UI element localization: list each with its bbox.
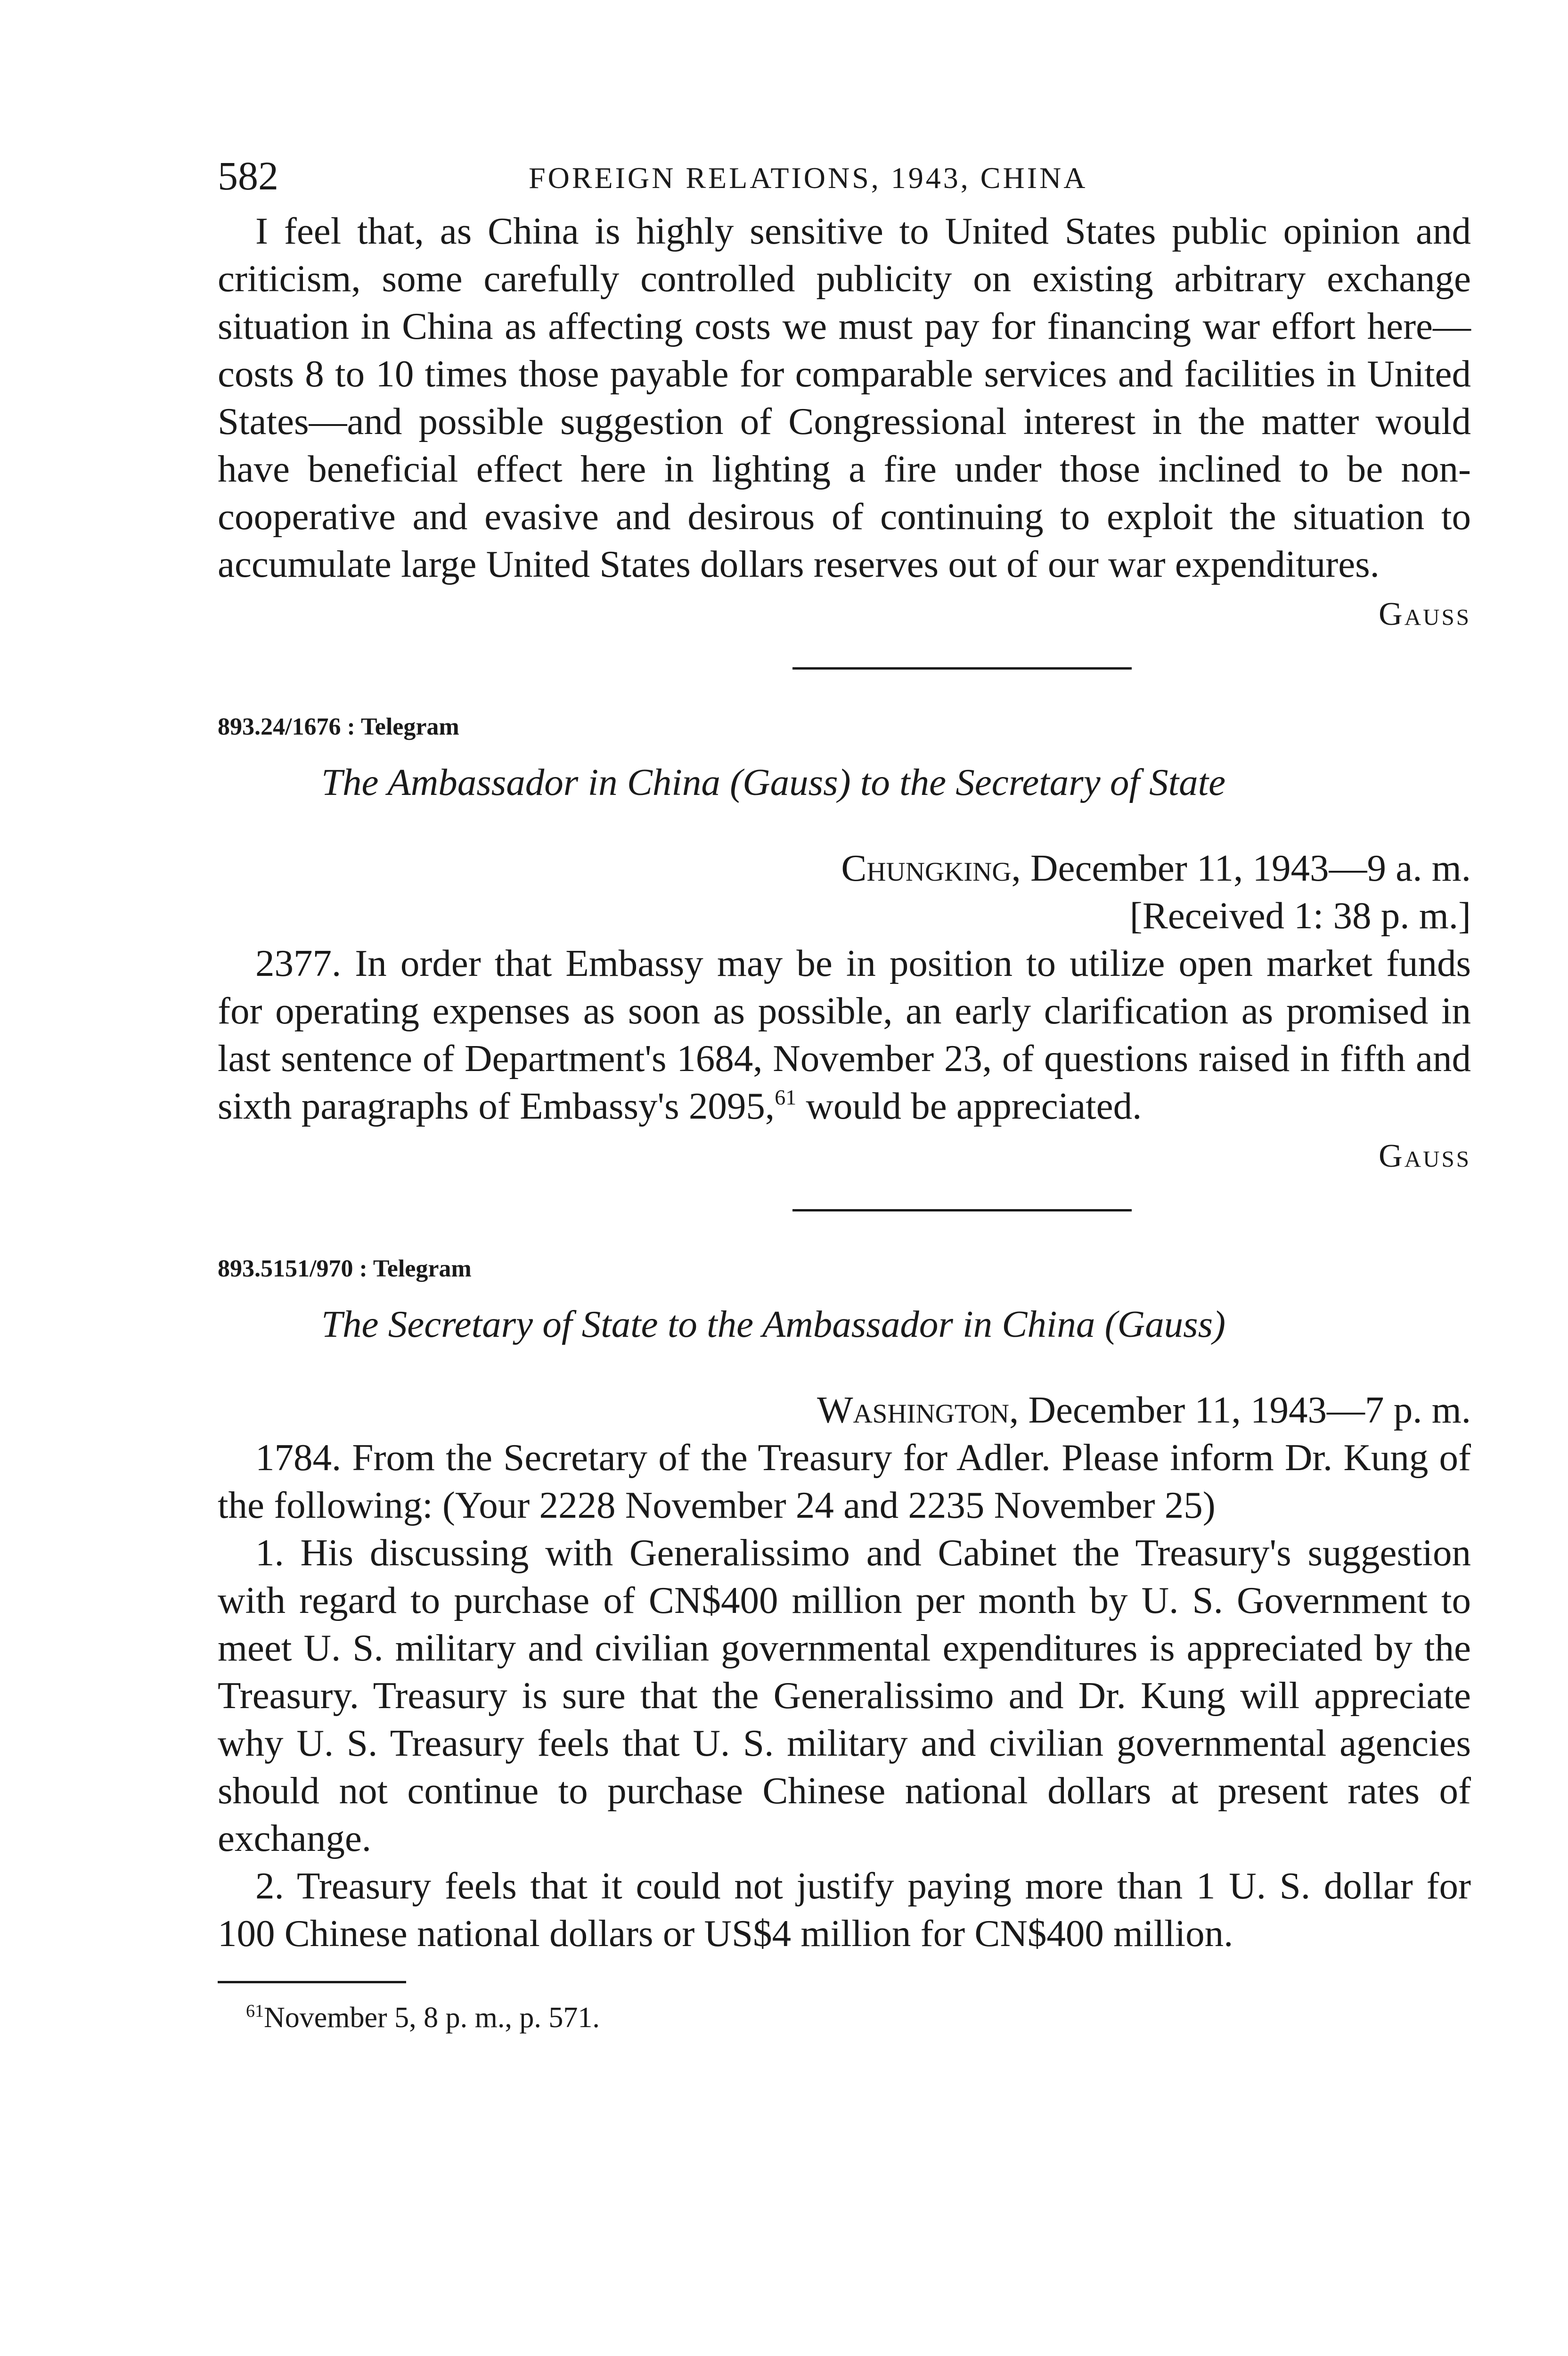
page-header bbox=[218, 155, 1471, 207]
footnote-divider bbox=[218, 1981, 406, 1983]
signature-gauss-2: Gauss bbox=[1379, 1138, 1471, 1174]
telegram-paragraph: 1. His discussing with Generalissimo and Cabinet the Treasury's suggestion with regard to purchase of CN$400 million per month by U. S. Government to meet U. S. military and civilian governmental expenditures is appreciated by the Treasury. Treasury is sure that the Generalissimo and Dr. Kung will appreciate why U. S. Treasury feels that U. S. military and civilian governmental agencies should not continue to purchase Chinese national dollars at present rates of exchange. bbox=[218, 1531, 1471, 1859]
dateline bbox=[218, 844, 1471, 892]
dateline-date: December 11, 1943—7 p. m. bbox=[1028, 1389, 1471, 1431]
document-title: The Secretary of State to the Ambassador in China (Gauss) bbox=[321, 1303, 1226, 1345]
file-reference: 893.5151/970 : Telegram bbox=[218, 1255, 472, 1282]
document-title: The Ambassador in China (Gauss) to the Secretary of State bbox=[321, 761, 1226, 803]
opening-paragraph: I feel that, as China is highly sensitive to United States public opinion and criticism, some carefully controlled publicity on existing arbitrary exchange situation in China as affecting costs we must pay for financing war effort here—costs 8 to 10 times those payable for comparable services and facilities in United States—and possible suggestion of Congressional interest in the matter would have beneficial effect here in lighting a fire under those inclined to be non-cooperative and evasive and desirous of continuing to exploit the situation to accumulate large United States dollars reserves out of our war expenditures. bbox=[218, 210, 1471, 585]
dateline-date: December 11, 1943—9 a. m. bbox=[1030, 847, 1471, 889]
page-number: 582 bbox=[218, 153, 278, 198]
dateline-place: Washington, bbox=[817, 1389, 1019, 1431]
footnote-marker: 61 bbox=[775, 1085, 797, 1109]
footnote-text: November 5, 8 p. m., p. 571. bbox=[264, 2002, 600, 2034]
document-page bbox=[218, 155, 1471, 2035]
dateline bbox=[218, 1386, 1471, 1434]
section-divider bbox=[792, 1209, 1132, 1211]
footnote bbox=[218, 2000, 1471, 2035]
dateline-place: Chungking, bbox=[841, 847, 1021, 889]
telegram-paragraph: 2. Treasury feels that it could not justify paying more than 1 U. S. dollar for 100 Chinese national dollars or US$4 million for CN$400 million. bbox=[218, 1865, 1471, 1955]
section-divider bbox=[792, 667, 1132, 670]
file-reference: 893.24/1676 : Telegram bbox=[218, 713, 459, 740]
signature-gauss-1: Gauss bbox=[1379, 596, 1471, 632]
telegram-paragraph bbox=[218, 940, 1471, 1130]
footnote-number: 61 bbox=[246, 2001, 264, 2021]
paragraph-text: would be appreciated. bbox=[796, 1085, 1142, 1127]
received-note: [Received 1: 38 p. m.] bbox=[1129, 894, 1471, 937]
paragraph-text: 2377. In order that Embassy may be in position to utilize open market funds for operating expenses as soon as possible, an early clarification as promised in last sentence of Department's 1684, November 23, of questions raised in fifth and sixth paragraphs of Embassy's 2095, bbox=[218, 942, 1471, 1127]
running-head: FOREIGN RELATIONS, 1943, CHINA bbox=[529, 161, 1088, 195]
telegram-paragraph: 1784. From the Secretary of the Treasury for Adler. Please inform Dr. Kung of the following: (Your 2228 November 24 and 2235 November 25) bbox=[218, 1436, 1471, 1526]
